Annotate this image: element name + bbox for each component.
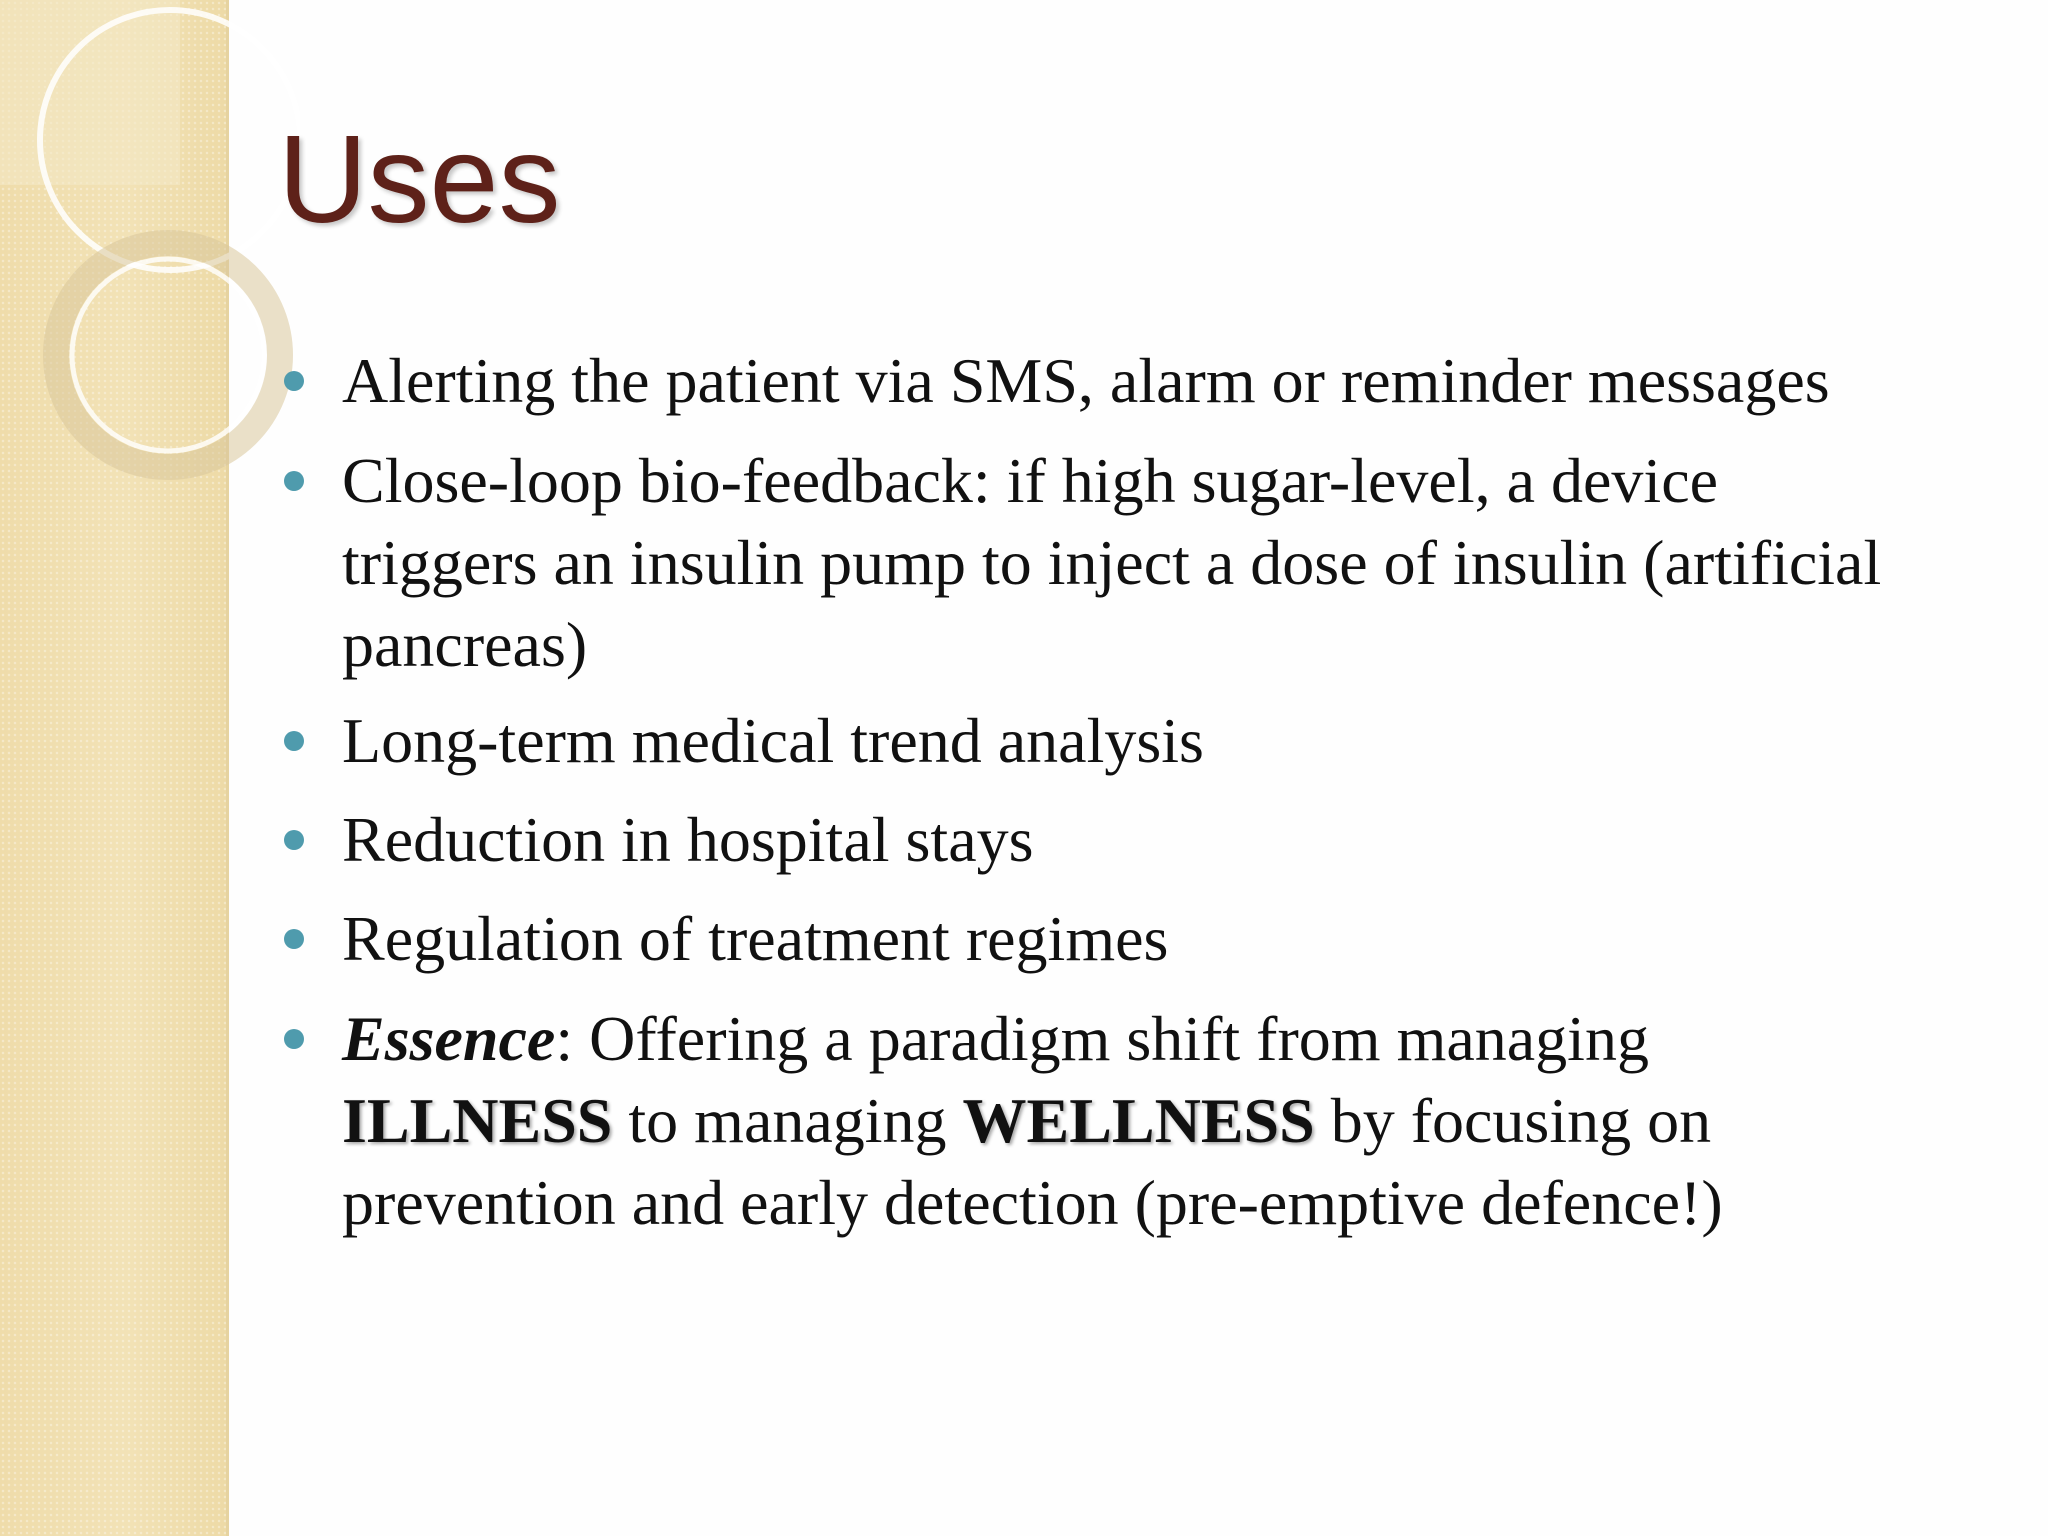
bullet-item-treatment-regimes [342,898,2002,980]
slide-title: Uses [278,111,561,249]
bullet-item-essence [342,998,1902,1244]
bullet-dot-icon [284,929,304,949]
bullet-text: Long-term medical trend analysis [342,705,1204,776]
essence-text-part2: to managing [612,1085,963,1156]
bullet-item-hospital-stays [342,799,2002,881]
wellness-keyword: WELLNESS [962,1085,1315,1156]
essence-text-part1: : Offering a paradigm shift from managing [555,1003,1649,1074]
essence-term: Essence [342,1003,556,1074]
bullet-item-alerting [342,340,2002,422]
bullet-dot-icon [284,731,304,751]
bullet-item-close-loop [342,440,1922,686]
bullet-dot-icon [284,471,304,491]
bullet-text: Regulation of treatment regimes [342,903,1169,974]
bullet-dot-icon [284,830,304,850]
decorative-circles-graphic [0,0,300,520]
bullet-text: Close-loop bio-feedback: if high sugar-level, a device triggers an insulin pump to inject a dose of insulin (artificial pancreas) [342,445,1882,680]
bullet-item-trend-analysis [342,700,2002,782]
essence-text-part3: by focusing on prevention and early detection (pre-emptive defence!) [342,1085,1723,1238]
bullet-text: Alerting the patient via SMS, alarm or reminder messages [342,345,1830,416]
bullet-dot-icon [284,371,304,391]
bullet-dot-icon [284,1029,304,1049]
illness-keyword: ILLNESS [342,1085,613,1156]
bullet-text: Reduction in hospital stays [342,804,1034,875]
